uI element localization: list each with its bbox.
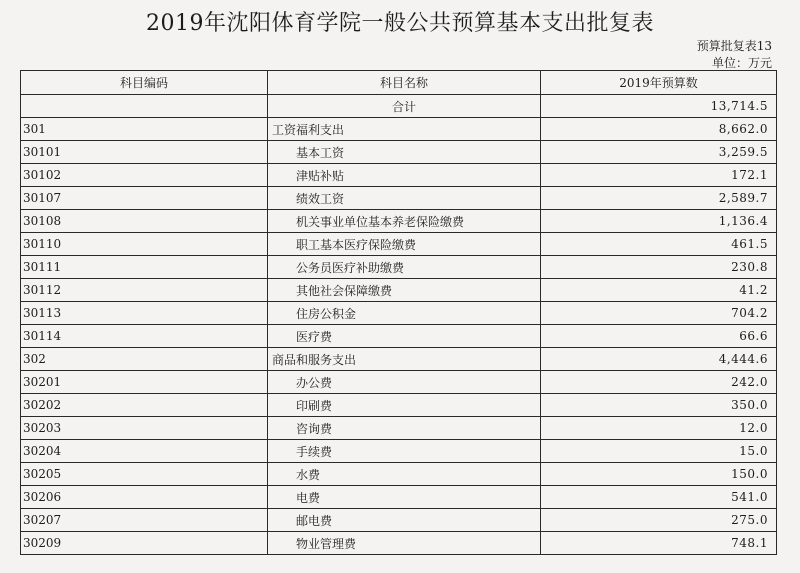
row-name: 机关事业单位基本养老保险缴费: [268, 210, 541, 233]
column-header-name: 科目名称: [268, 71, 541, 95]
table-row: [21, 233, 777, 256]
row-name: 咨询费: [268, 417, 541, 440]
table-row: [21, 509, 777, 532]
row-name: 商品和服务支出: [268, 348, 541, 371]
row-name: 其他社会保障缴费: [268, 279, 541, 302]
table-row: [21, 118, 777, 141]
column-header-code: 科目编码: [21, 71, 268, 95]
row-amount: 3,259.5: [541, 141, 777, 164]
total-code-cell: [21, 95, 268, 118]
table-row: [21, 256, 777, 279]
row-amount: 4,444.6: [541, 348, 777, 371]
table-row: [21, 348, 777, 371]
row-name: 工资福利支出: [268, 118, 541, 141]
row-amount: 172.1: [541, 164, 777, 187]
total-label: 合计: [268, 95, 541, 118]
row-code: 30107: [21, 187, 268, 210]
table-row: [21, 279, 777, 302]
row-amount: 242.0: [541, 371, 777, 394]
row-code: 30209: [21, 532, 268, 555]
row-code: 301: [21, 118, 268, 141]
row-amount: 461.5: [541, 233, 777, 256]
row-amount: 150.0: [541, 463, 777, 486]
row-name: 办公费: [268, 371, 541, 394]
row-name: 手续费: [268, 440, 541, 463]
table-row: [21, 325, 777, 348]
row-amount: 275.0: [541, 509, 777, 532]
row-amount: 15.0: [541, 440, 777, 463]
table-row: [21, 417, 777, 440]
table-row: [21, 302, 777, 325]
row-amount: 66.6: [541, 325, 777, 348]
table-row: [21, 164, 777, 187]
row-code: 30112: [21, 279, 268, 302]
row-name: 公务员医疗补助缴费: [268, 256, 541, 279]
row-amount: 2,589.7: [541, 187, 777, 210]
row-code: 30201: [21, 371, 268, 394]
row-name: 邮电费: [268, 509, 541, 532]
row-code: 30207: [21, 509, 268, 532]
row-name: 物业管理费: [268, 532, 541, 555]
row-name: 水费: [268, 463, 541, 486]
row-amount: 8,662.0: [541, 118, 777, 141]
row-name: 印刷费: [268, 394, 541, 417]
row-code: 30203: [21, 417, 268, 440]
table-row: [21, 532, 777, 555]
row-amount: 704.2: [541, 302, 777, 325]
row-code: 30206: [21, 486, 268, 509]
page-title: 2019年沈阳体育学院一般公共预算基本支出批复表: [146, 11, 654, 36]
row-code: 30113: [21, 302, 268, 325]
row-code: 30111: [21, 256, 268, 279]
table-row: [21, 486, 777, 509]
row-amount: 748.1: [541, 532, 777, 555]
row-name: 职工基本医疗保险缴费: [268, 233, 541, 256]
table-code: 预算批复表13: [696, 39, 772, 53]
row-amount: 350.0: [541, 394, 777, 417]
table-row: [21, 141, 777, 164]
table-row: [21, 394, 777, 417]
row-name: 津贴补贴: [268, 164, 541, 187]
unit-label: 单位：万元: [711, 56, 772, 70]
row-code: 30110: [21, 233, 268, 256]
table-header-row: [21, 71, 777, 95]
row-amount: 230.8: [541, 256, 777, 279]
row-code: 30101: [21, 141, 268, 164]
row-name: 电费: [268, 486, 541, 509]
table-row: [21, 463, 777, 486]
column-header-amount: 2019年预算数: [541, 71, 777, 95]
table-row: [21, 440, 777, 463]
row-code: 302: [21, 348, 268, 371]
table-row: [21, 210, 777, 233]
row-code: 30114: [21, 325, 268, 348]
row-code: 30108: [21, 210, 268, 233]
row-code: 30102: [21, 164, 268, 187]
row-code: 30205: [21, 463, 268, 486]
row-name: 绩效工资: [268, 187, 541, 210]
table-row: [21, 187, 777, 210]
row-amount: 541.0: [541, 486, 777, 509]
budget-table: [20, 70, 777, 555]
row-code: 30204: [21, 440, 268, 463]
row-amount: 12.0: [541, 417, 777, 440]
row-name: 医疗费: [268, 325, 541, 348]
table-row: [21, 371, 777, 394]
row-name: 住房公积金: [268, 302, 541, 325]
row-code: 30202: [21, 394, 268, 417]
row-amount: 41.2: [541, 279, 777, 302]
total-amount: 13,714.5: [541, 95, 777, 118]
row-name: 基本工资: [268, 141, 541, 164]
total-row: [21, 95, 777, 118]
row-amount: 1,136.4: [541, 210, 777, 233]
